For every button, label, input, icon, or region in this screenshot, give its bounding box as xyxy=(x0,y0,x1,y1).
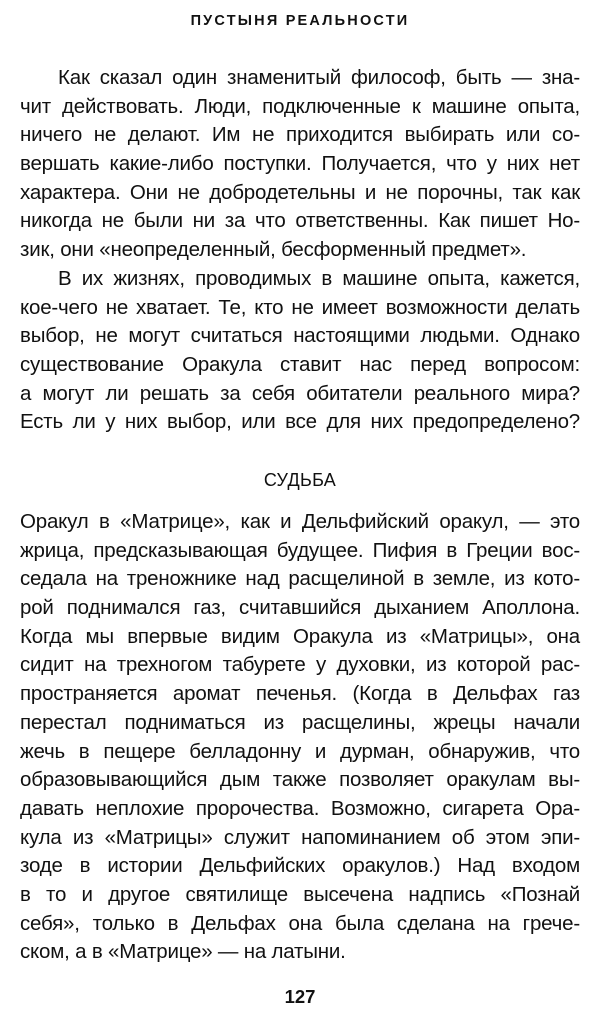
paragraph-1-line: характера. Они не добродетельны и не порочны, так как xyxy=(20,180,580,204)
paragraph-3-line: седала на треножнике над расщелиной в земле, из кото- xyxy=(20,567,580,591)
paragraph-2-line: выбор, не могут считаться настоящими людьми. Однако xyxy=(20,324,580,348)
body-text-after-section xyxy=(20,508,580,967)
paragraph-2-line: а могут ли решать за себя обитатели реального мира? xyxy=(20,381,580,405)
paragraph-3-line: жечь в пещере белладонну и дурман, обнаружив, что xyxy=(20,739,580,763)
paragraph-1-line: зик, они «неопределенный, бесформенный предмет». xyxy=(20,238,527,262)
paragraph-3-line: пространяется аромат печенья. (Когда в Дельфах газ xyxy=(20,682,580,706)
paragraph-2-line: Есть ли у них выбор, или все для них предопределено? xyxy=(20,410,580,434)
paragraph-3-line: себя», только в Дельфах она была сделана на грече- xyxy=(20,911,580,935)
paragraph-3-line: рой поднимался газ, считавшийся дыханием Аполлона. xyxy=(20,596,580,620)
paragraph-3-line: в то и другое святилище высечена надпись «Познай xyxy=(20,882,580,906)
body-text-before-section xyxy=(20,64,580,437)
paragraph-3-line: давать неплохие пророчества. Возможно, сигарета Ора- xyxy=(20,796,580,820)
paragraph-3-line: ском, а в «Матрице» — на латыни. xyxy=(20,940,346,964)
paragraph-1-line: ничего не делают. Им не приходится выбирать или со- xyxy=(20,123,580,147)
paragraph-3-line: перестал подниматься из расщелины, жрецы начали xyxy=(20,710,580,734)
page-number: 127 xyxy=(284,986,316,1007)
paragraph-1-line: Как сказал один знаменитый философ, быть — зна- xyxy=(58,66,580,89)
running-head: ПУСТЫНЯ РЕАЛЬНОСТИ xyxy=(190,13,410,29)
paragraph-3-line: кула из «Матрицы» служит напоминанием об этом эпи- xyxy=(20,825,580,849)
paragraph-3-line: образовывающийся дым также позволяет оракулам вы- xyxy=(20,768,580,792)
paragraph-1-line: никогда не были ни за что ответственны. Как пишет Но- xyxy=(20,209,580,233)
paragraph-3-line: зоде в истории Дельфийских оракулов.) Над входом xyxy=(20,854,580,878)
paragraph-3-line: сидит на трехногом табурете у духовки, из которой рас- xyxy=(20,653,580,677)
paragraph-3-line: Когда мы впервые видим Оракула из «Матрицы», она xyxy=(20,624,580,648)
paragraph-1-line: вершать какие-либо поступки. Получается, что у них нет xyxy=(20,152,580,176)
paragraph-1-line: чит действовать. Люди, подключенные к машине опыта, xyxy=(20,94,580,118)
paragraph-3-line: Оракул в «Матрице», как и Дельфийский оракул, — это xyxy=(20,510,580,533)
paragraph-2-line: В их жизнях, проводимых в машине опыта, кажется, xyxy=(58,266,580,290)
paragraph-3-line: жрица, предсказывающая будущее. Пифия в Греции вос- xyxy=(20,538,580,562)
paragraph-2-line: существование Оракула ставит нас перед вопросом: xyxy=(20,352,580,376)
paragraph-2-line: кое-чего не хватает. Те, кто не имеет возможности делать xyxy=(20,295,580,319)
section-title: СУДЬБА xyxy=(263,470,337,490)
